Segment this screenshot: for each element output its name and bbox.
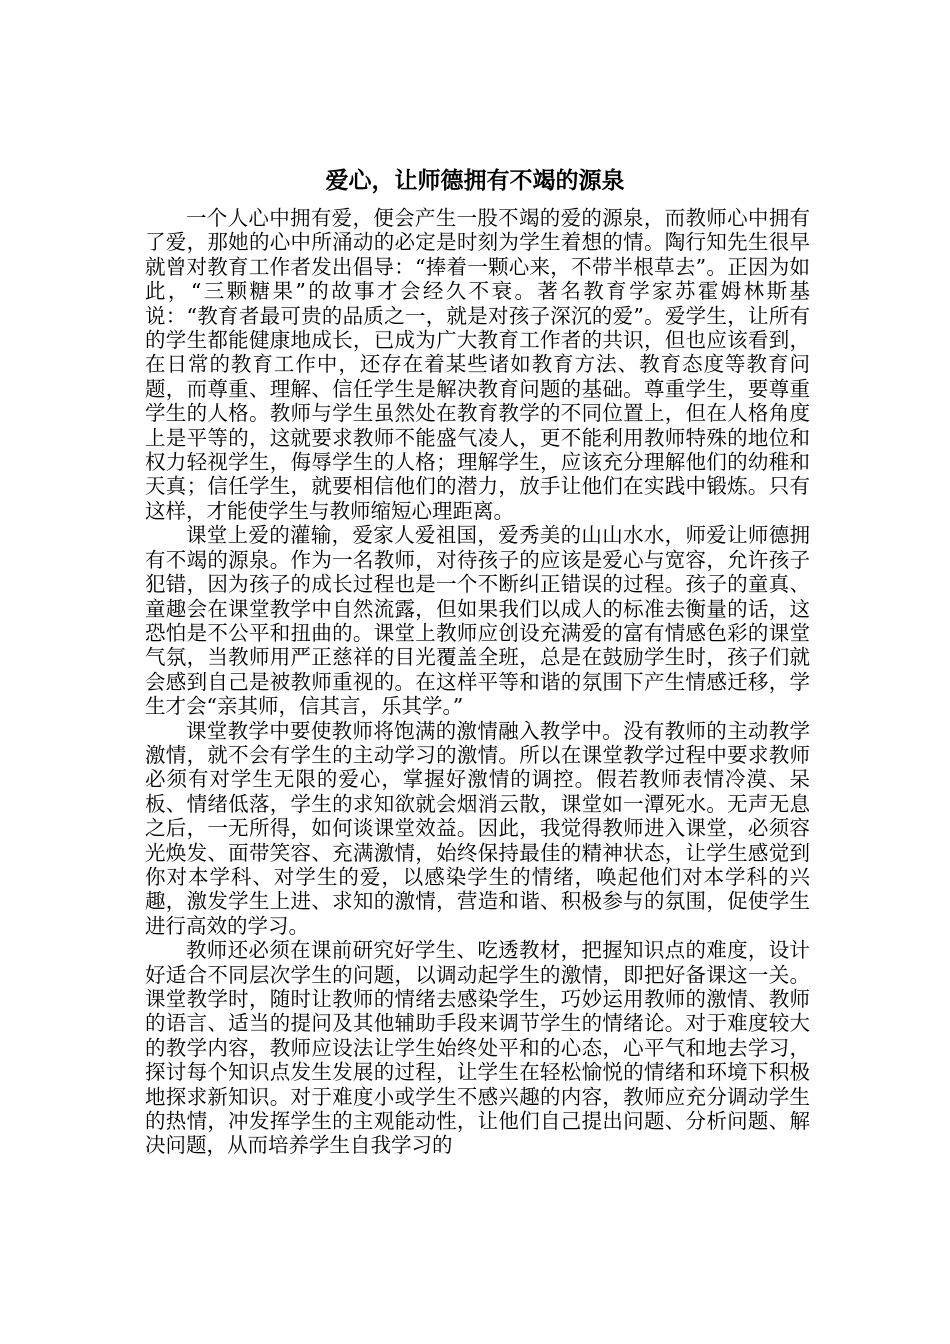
document-title: 爱心，让师德拥有不竭的源泉 xyxy=(325,168,625,194)
document-body xyxy=(145,206,810,1158)
paragraph-1: 一个人心中拥有爱，便会产生一股不竭的爱的源泉，而教师心中拥有了爱，那她的心中所涌动的必定是时刻为学生着想的情。陶行知先生很早就曾对教育工作者发出倡导：“捧着一颗心来，不带半根草去”。正因为如此，“三颗糖果”的故事才会经久不衰。著名教育学家苏霍姆林斯基说：“教育者最可贵的品质之一，就是对孩子深沉的爱”。爱学生，让所有的学生都能健康地成长，已成为广大教育工作者的共识，但也应该看到，在日常的教育工作中，还存在着某些诸如教育方法、教育态度等教育问题，而尊重、理解、信任学生是解决教育问题的基础。尊重学生，要尊重学生的人格。教师与学生虽然处在教育教学的不同位置上，但在人格角度上是平等的，这就要求教师不能盛气凌人，更不能利用教师特殊的地位和权力轻视学生，侮辱学生的人格；理解学生，应该充分理解他们的幼稚和天真；信任学生，就要相信他们的潜力，放手让他们在实践中锻炼。只有这样，才能使学生与教师缩短心理距离。 xyxy=(145,206,810,523)
paragraph-2: 课堂上爱的灌输，爱家人爱祖国，爱秀美的山山水水，师爱让师德拥有不竭的源泉。作为一名教师，对待孩子的应该是爱心与宽容，允许孩子犯错，因为孩子的成长过程也是一个不断纠正错误的过程。孩子的童真、童趣会在课堂教学中自然流露，但如果我们以成人的标准去衡量的话，这恐怕是不公平和扭曲的。课堂上教师应创设充满爱的富有情感色彩的课堂气氛，当教师用严正慈祥的目光覆盖全班，总是在鼓励学生时，孩子们就会感到自己是被教师重视的。在这样平等和谐的氛围下产生情感迁移，学生才会“亲其师，信其言，乐其学。” xyxy=(145,523,810,719)
paragraph-4: 教师还必须在课前研究好学生、吃透教材，把握知识点的难度，设计好适合不同层次学生的问题，以调动起学生的激情，即把好备课这一关。课堂教学时，随时让教师的情绪去感染学生，巧妙运用教师的激情、教师的语言、适当的提问及其他辅助手段来调节学生的情绪论。对于难度较大的教学内容，教师应设法让学生始终处平和的心态，心平气和地去学习，探讨每个知识点发生发展的过程，让学生在轻松愉悦的情绪和环境下积极地探求新知识。对于难度小或学生不感兴趣的内容，教师应充分调动学生的热情，冲发挥学生的主观能动性，让他们自己提出问题、分析问题、解决问题，从而培养学生自我学习的 xyxy=(145,938,810,1158)
paragraph-3: 课堂教学中要使教师将饱满的激情融入教学中。没有教师的主动教学激情，就不会有学生的主动学习的激情。所以在课堂教学过程中要求教师必须有对学生无限的爱心，掌握好激情的调控。假若教师表情冷漠、呆板、情绪低落，学生的求知欲就会烟消云散，课堂如一潭死水。无声无息之后，一无所得，如何谈课堂效益。因此，我觉得教师进入课堂，必须容光焕发、面带笑容、充满激情，始终保持最佳的精神状态，让学生感觉到你对本学科、对学生的爱，以感染学生的情绪，唤起他们对本学科的兴趣，激发学生上进、求知的激情，营造和谐、积极参与的氛围，促使学生进行高效的学习。 xyxy=(145,718,810,938)
